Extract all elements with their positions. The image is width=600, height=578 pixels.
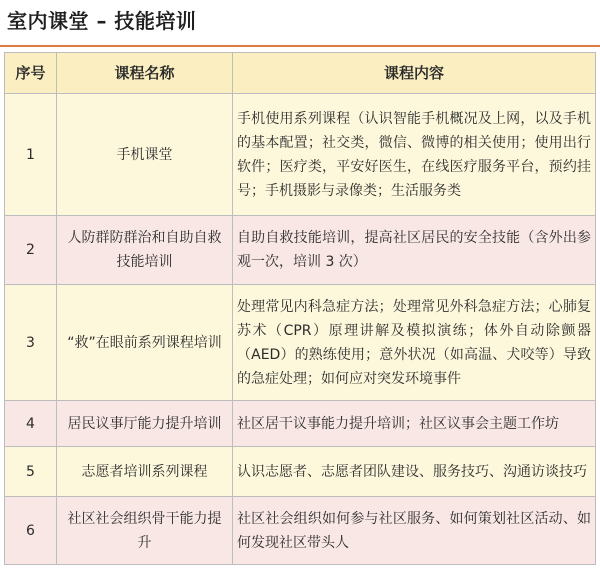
course-name: “救”在眼前系列课程培训 — [57, 285, 233, 401]
course-table — [4, 52, 596, 565]
page-title: 室内课堂 – 技能培训 — [7, 9, 197, 33]
table-row — [5, 401, 596, 447]
course-content: 认识志愿者、志愿者团队建设、服务技巧、沟通访谈技巧 — [233, 447, 596, 497]
table-row — [5, 94, 596, 216]
title-divider — [0, 45, 600, 47]
row-number: 3 — [5, 285, 57, 401]
header-course-content: 课程内容 — [233, 53, 596, 94]
course-content: 处理常见内科急症方法；处理常见外科急症方法；心肺复苏术（CPR）原理讲解及模拟演练；体外自动除颤器（AED）的熟练使用；意外状况（如高温、犬咬等）导致的急症处理；如何应对突发环境事件 — [233, 285, 596, 401]
table-row — [5, 285, 596, 401]
course-content: 社区居干议事能力提升培训；社区议事会主题工作坊 — [233, 401, 596, 447]
course-content: 社区社会组织如何参与社区服务、如何策划社区活动、如何发现社区带头人 — [233, 497, 596, 565]
table-row — [5, 497, 596, 565]
course-name: 居民议事厅能力提升培训 — [57, 401, 233, 447]
header-course-name: 课程名称 — [57, 53, 233, 94]
header-no: 序号 — [5, 53, 57, 94]
row-number: 4 — [5, 401, 57, 447]
table-header-row — [5, 53, 596, 94]
row-number: 2 — [5, 216, 57, 285]
course-name: 社区社会组织骨干能力提升 — [57, 497, 233, 565]
course-name: 手机课堂 — [57, 94, 233, 216]
row-number: 6 — [5, 497, 57, 565]
row-number: 1 — [5, 94, 57, 216]
course-name: 志愿者培训系列课程 — [57, 447, 233, 497]
table-row — [5, 447, 596, 497]
row-number: 5 — [5, 447, 57, 497]
course-content: 自助自救技能培训，提高社区居民的安全技能（含外出参观一次，培训 3 次） — [233, 216, 596, 285]
table-row — [5, 216, 596, 285]
course-content: 手机使用系列课程（认识智能手机概况及上网，以及手机的基本配置；社交类，微信、微博的相关使用；使用出行软件；医疗类，平安好医生，在线医疗服务平台，预约挂号；手机摄影与录像类；生活服务类 — [233, 94, 596, 216]
course-name: 人防群防群治和自助自救技能培训 — [57, 216, 233, 285]
